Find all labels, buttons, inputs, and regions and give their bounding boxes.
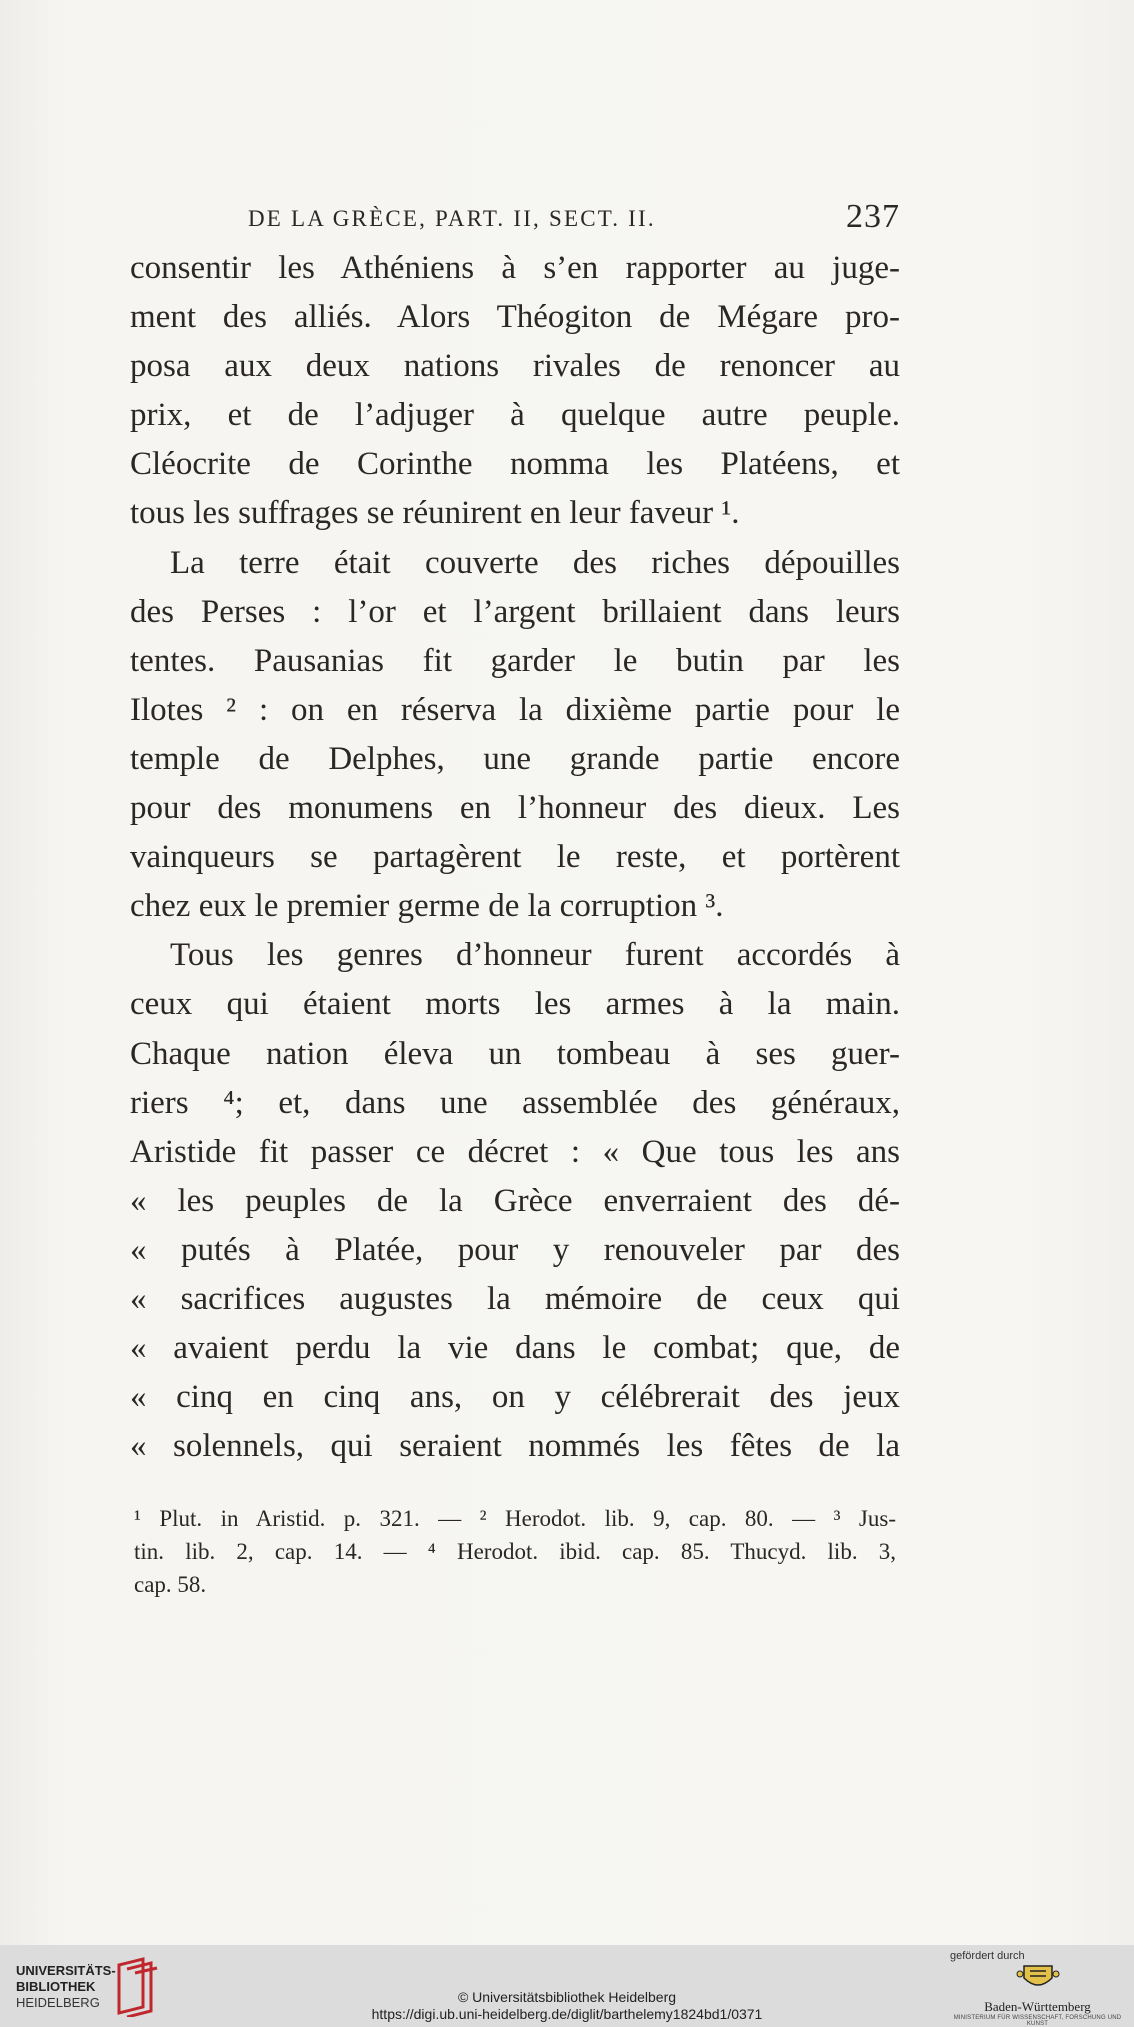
text-line: des Perses : l’or et l’argent brillaient dans leurs: [130, 593, 900, 630]
permalink[interactable]: https://digi.ub.uni-heidelberg.de/diglit/barthelemy1824bd1/0371: [371, 2006, 763, 2022]
text-line: prix, et de l’adjuger à quelque autre peuple.: [130, 397, 900, 434]
text-line: « putés à Platée, pour y renouveler par des: [130, 1231, 900, 1268]
text-line: temple de Delphes, une grande partie encore: [130, 740, 900, 777]
library-city: HEIDELBERG: [16, 1995, 100, 2010]
text-line: « avaient perdu la vie dans le combat; que, de: [130, 1330, 900, 1367]
text-line: tentes. Pausanias fit garder le butin par les: [130, 642, 900, 679]
coat-of-arms-icon: [950, 1962, 1125, 1997]
sponsor-label: gefördert durch: [950, 1950, 1025, 1962]
footnote-line: cap. 58.: [134, 1572, 207, 1597]
library-name-line1: UNIVERSITÄTS-: [16, 1963, 116, 1978]
text-line: Tous les genres d’honneur furent accordés à: [170, 937, 900, 974]
text-line: ment des alliés. Alors Théogiton de Mégare pro-: [130, 299, 900, 336]
text-line: ceux qui étaient morts les armes à la main.: [130, 986, 900, 1023]
body-text: [130, 244, 900, 1471]
page-header: [130, 198, 900, 242]
text-line: Aristide fit passer ce décret : « Que tous les ans: [130, 1133, 900, 1170]
text-line: pour des monumens en l’honneur des dieux. Les: [130, 790, 900, 827]
text-line: Chaque nation éleva un tombeau à ses guer-: [130, 1035, 900, 1072]
text-line: riers ⁴; et, dans une assemblée des généraux,: [130, 1084, 900, 1121]
viewer-footer: [0, 1945, 1134, 2027]
text-line: chez eux le premier germe de la corruption ³.: [130, 888, 724, 925]
sponsor-name: Baden-Württemberg: [984, 1999, 1091, 2014]
text-line: tous les suffrages se réunirent en leur faveur ¹.: [130, 495, 740, 532]
text-line: Cléocrite de Corinthe nomma les Platéens, et: [130, 446, 900, 483]
footnotes: [134, 1502, 896, 1601]
page-number: 237: [846, 198, 900, 235]
text-line: Ilotes ² : on en réserva la dixième partie pour le: [130, 691, 900, 728]
text-line: « les peuples de la Grèce enverraient des dé-: [130, 1182, 900, 1219]
footnote-line: ¹ Plut. in Aristid. p. 321. — ² Herodot. lib. 9, cap. 80. — ³ Jus-: [134, 1506, 896, 1531]
text-line: vainqueurs se partagèrent le reste, et portèrent: [130, 839, 900, 876]
copyright-text: © Universitätsbibliothek Heidelberg: [457, 1989, 677, 2005]
footnote-line: tin. lib. 2, cap. 14. — ⁴ Herodot. ibid. cap. 85. Thucyd. lib. 3,: [134, 1539, 896, 1564]
running-head: DE LA GRÈCE, PART. II, SECT. II.: [248, 206, 656, 231]
library-name-line2: BIBLIOTHEK: [16, 1979, 96, 1994]
text-line: consentir les Athéniens à s’en rapporter au juge-: [130, 250, 900, 286]
sponsor-subtitle: MINISTERIUM FÜR WISSENSCHAFT, FORSCHUNG UND KUNST: [953, 2015, 1122, 2027]
text-line: « cinq en cinq ans, on y célébrerait des jeux: [130, 1379, 900, 1416]
text-line: La terre était couverte des riches dépouilles: [170, 544, 900, 581]
text-line: « sacrifices augustes la mémoire de ceux qui: [130, 1280, 900, 1317]
sponsor-block: [950, 1950, 1125, 2027]
text-line: « solennels, qui seraient nommés les fêtes de la: [130, 1428, 900, 1465]
text-line: posa aux deux nations rivales de renoncer au: [130, 348, 900, 385]
